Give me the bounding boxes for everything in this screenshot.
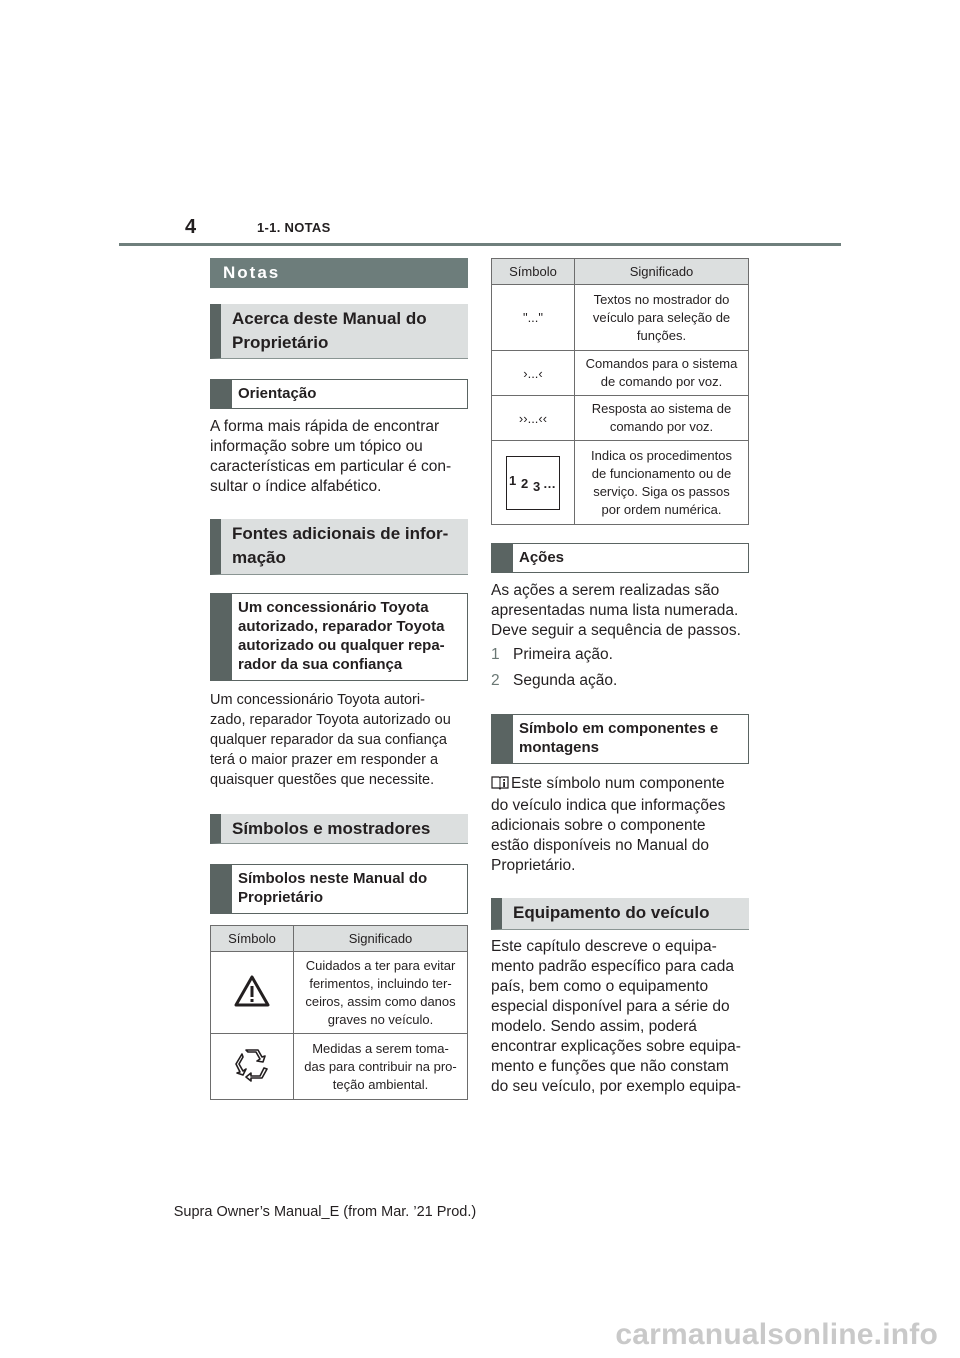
table-row (492, 351, 749, 396)
dealer-text: Um concessionário Toyota autori- zado, reparador Toyota autorizado ou qualquer reparador da sua confiança terá o maior prazer em responder a quaisquer questões que necessite. (210, 692, 451, 788)
table-header-row (211, 926, 468, 952)
actions-text: As ações a serem realizadas são apresentadas numa lista numerada. Deve seguir a sequência de passos. (491, 582, 741, 639)
col-symbol: Símbolo (211, 926, 294, 952)
recycle-icon (211, 1034, 294, 1100)
table-cell-meaning: Textos no mostrador do veículo para seleção de funções. (575, 285, 749, 351)
watermark: carmanualsonline.info (615, 1318, 938, 1351)
dealer-heading: Um concessionário Toyota autorizado, reparador Toyota autorizado ou qualquer repa- rador da sua confiança (210, 593, 468, 681)
warning-triangle-icon (211, 952, 294, 1034)
table-row (211, 952, 468, 1034)
col-symbol: Símbolo (492, 259, 575, 285)
table-row (492, 441, 749, 525)
manual-book-icon (491, 775, 509, 796)
footer: Supra Owner’s Manual_E (from Mar. ’21 Prod.) (173, 1204, 477, 1220)
header-rule (119, 243, 841, 246)
equipment-text: Este capítulo descreve o equipa- mento padrão específico para cada país, bem como o equipamento especial disponível para a série do modelo. Sendo assim, poderá encontrar explicações sobre equipa- mento e funções que não constam do seu veículo, por exemplo equipa- (491, 938, 741, 1095)
symbols-table-right (491, 258, 749, 525)
table-cell-meaning: Cuidados a ter para evitar ferimentos, incluindo ter- ceiros, assim como danos graves no veículo. (294, 952, 468, 1034)
notas-heading: Notas (210, 258, 468, 288)
table-cell-meaning: Comandos para o sistema de comando por voz. (575, 351, 749, 396)
table-cell-symbol: ››...‹‹ (492, 396, 575, 441)
component-symbol-heading: Símbolo em componentes e montagens (491, 714, 749, 764)
table-row (492, 396, 749, 441)
symbols-table-left (210, 925, 468, 1100)
symbols-displays-heading: Símbolos e mostradores (210, 814, 468, 844)
table-cell-symbol: ›...‹ (492, 351, 575, 396)
table-cell-meaning: Medidas a serem toma- das para contribuir na pro- teção ambiental. (294, 1034, 468, 1100)
symbols-manual-heading: Símbolos neste Manual do Proprietário (210, 864, 468, 914)
orientation-heading: Orientação (210, 379, 468, 409)
actions-heading: Ações (491, 543, 749, 573)
table-cell-symbol (492, 441, 575, 525)
table-cell-meaning: Resposta ao sistema de comando por voz. (575, 396, 749, 441)
additional-sources-heading: Fontes adicionais de infor- mação (210, 519, 468, 575)
table-cell-meaning: Indica os procedimentos de funcionamento ou de serviço. Siga os passos por ordem numérica. (575, 441, 749, 525)
table-cell-symbol: "..." (492, 285, 575, 351)
col-meaning: Significado (575, 259, 749, 285)
col-meaning: Significado (294, 926, 468, 952)
page-number: 4 (185, 216, 197, 238)
table-row (492, 285, 749, 351)
section-title: 1-1. NOTAS (257, 220, 331, 235)
orientation-text: A forma mais rápida de encontrar informação sobre um tópico ou características em particular é con- sultar o índice alfabético. (210, 418, 452, 495)
numbered-steps-icon: 1 2 3 … (506, 456, 560, 510)
component-text: Este símbolo num componente do veículo indica que informações adicionais sobre o componente estão disponíveis no Manual do Proprietário. (491, 775, 726, 874)
list-item: 2 Segunda ação. (491, 672, 618, 689)
table-header-row (492, 259, 749, 285)
list-item: 1 Primeira ação. (491, 646, 613, 663)
table-row (211, 1034, 468, 1100)
vehicle-equipment-heading: Equipamento do veículo (491, 898, 749, 930)
about-manual-heading: Acerca deste Manual do Proprietário (210, 304, 468, 359)
